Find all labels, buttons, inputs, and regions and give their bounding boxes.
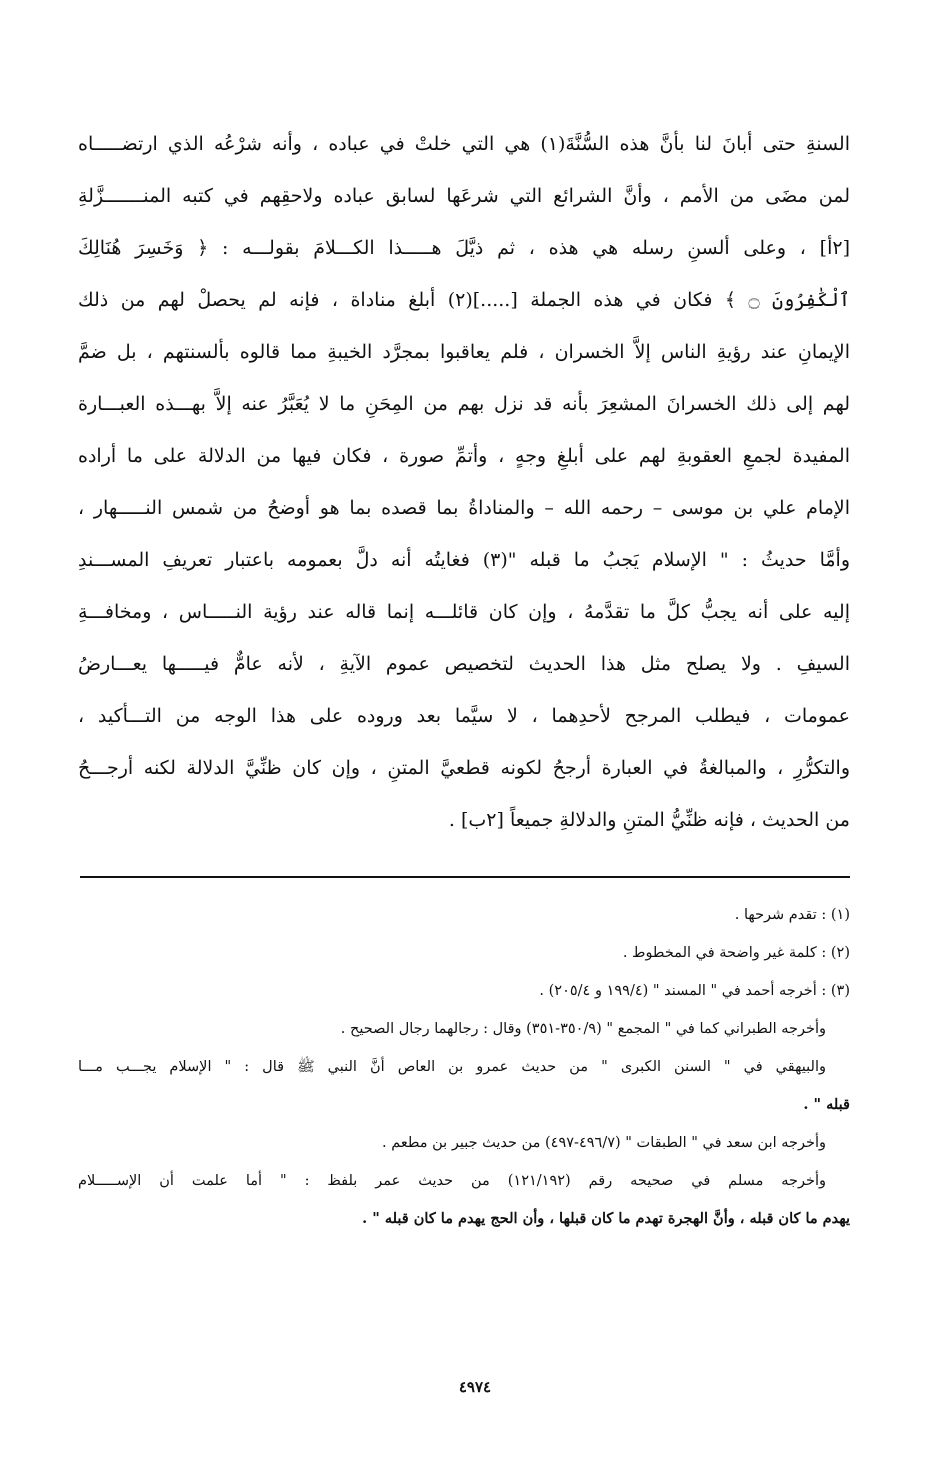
- body-line-3: [٢أ] ، وعلى ألسنِ رسله هي هذه ، ثم ذيَّلَ هـــــذا الكـــلامَ بقولـــه : ﴿ وَخَسِرَ هُنَالِكَ: [78, 237, 850, 259]
- body-line-5: الإيمانِ عند رؤيةِ الناس إلاَّ الخسران ، فلم يعاقبوا بمجرَّد الخيبةِ مما قالوه بألسنتهم ، بل ضمَّ: [78, 341, 850, 363]
- footnote-separator: [80, 876, 850, 878]
- footnotes-section: [78, 896, 850, 1238]
- footnote-3-muslim-line-2: يهدم ما كان قبله ، وأنَّ الهجرة تهدم ما كان قبلها ، وأن الحج يهدم ما كان قبله " .: [362, 1210, 850, 1227]
- body-line-9: وأمَّا حديثُ : " الإسلام يَجبُ ما قبله "(٣) فغايتُه أنه دلَّ بعمومه باعتبار تعريفِ المســـندِ: [78, 549, 850, 571]
- footnote-3: (٣) : أخرجه أحمد في " المسند " (١٩٩/٤ و ٢٠٥/٤) .: [539, 983, 850, 999]
- body-line-2: لمن مضَى من الأمم ، وأنَّ الشرائع التي شرعَها لسابق عباده ولاحقِهم في كتبه المنـــــــزَّلةِ: [78, 185, 850, 207]
- footnote-3-bayhaqi-line-1: والبيهقي في " السنن الكبرى " من حديث عمرو بن العاص أنَّ النبي ﷺ قال : " الإسلام يجـــب مـــا: [78, 1059, 826, 1075]
- footnote-3-tabarani: وأخرجه الطبراني كما في " المجمع " (٣٥٠/٩-٣٥١) وقال : رجالهما رجال الصحيح .: [340, 1021, 826, 1037]
- body-line-4: ٱلْكَٰفِرُونَ ۝ ﴾ فكان في هذه الجملة [.....](٢) أبلغ مناداة ، فإنه لم يحصلْ لهم من ذلك: [78, 289, 850, 311]
- body-line-13: والتكرُّرِ ، والمبالغةُ في العبارة أرجحُ لكونه قطعيَّ المتنِ ، وإن كان ظنِّيَّ الدلالة لكنه أرجـــحُ: [78, 757, 850, 779]
- body-line-11: السيفِ . ولا يصلح مثل هذا الحديث لتخصيص عموم الآيةِ ، لأنه عامٌّ فيـــــها يعـــارضُ: [78, 653, 850, 675]
- body-line-10: إليه على أنه يجبُّ كلَّ ما تقدَّمهُ ، وإن كان قائلـــه إنما قاله عند رؤية النـــــاس ، ومخافـــةِ: [78, 601, 850, 623]
- body-line-8: الإمام علي بن موسى – رحمه الله – والمناداةُ بما قصده بما هو أوضحُ من شمس النـــــهار ،: [78, 497, 850, 519]
- body-line-6: لهم إلى ذلك الخسرانَ المشعِرَ بأنه قد نزل بهم من المِحَنِ ما لا يُعَبَّرُ عنه إلاَّ بهـــذه العبـــارة: [78, 393, 850, 415]
- footnote-3-muslim-line-1: وأخرجه مسلم في صحيحه رقم (١٢١/١٩٢) من حديث عمر بلفظ : " أما علمت أن الإســـــلام: [78, 1173, 826, 1189]
- footnote-1: (١) : تقدم شرحها .: [734, 907, 850, 923]
- body-line-1: السنةِ حتى أبانَ لنا بأنَّ هذه السُّنَّةَ(١) هي التي خلتْ في عباده ، وأنه شرْعُه الذي ارتضـــــاه: [78, 133, 850, 155]
- body-line-14: من الحديث ، فإنه ظنِّيُّ المتنِ والدلالةِ جميعاً [٢ب] .: [448, 809, 850, 831]
- body-line-7: المفيدة لجمعِ العقوبةِ لهم على أبلغِ وجهٍ ، وأتمِّ صورة ، فكان فيها من الدلالة على ما أراده: [78, 445, 850, 467]
- footnote-2: (٢) : كلمة غير واضحة في المخطوط .: [622, 945, 850, 961]
- body-line-12: عمومات ، فيطلب المرجح لأحدِهما ، لا سيَّما بعد وروده على هذا الوجه من التـــأكيد ،: [78, 705, 850, 727]
- page-number: ٤٩٧٤: [458, 1378, 492, 1396]
- footnote-3-bayhaqi-line-2: قبله " .: [803, 1096, 850, 1113]
- footnote-3-ibn-saad: وأخرجه ابن سعد في " الطبقات " (٤٩٦/٧-٤٩٧) من حديث جبير بن مطعم .: [382, 1135, 826, 1151]
- main-body-text: [78, 118, 850, 846]
